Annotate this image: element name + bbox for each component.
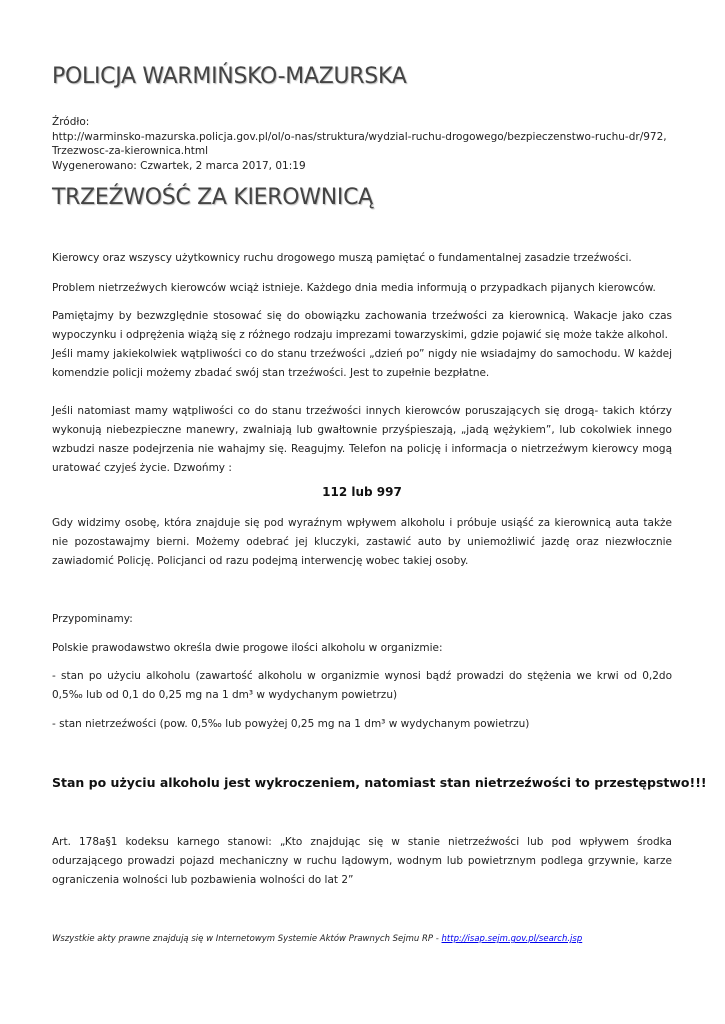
highlight-statement: Stan po użyciu alkoholu jest wykroczeniem, natomiast stan nietrzeźwości to przestępstwo!!! xyxy=(52,775,707,790)
footer-note-text: Wszystkie akty prawne znajdują się w Internetowym Systemie Aktów Prawnych Sejmu RP - xyxy=(52,934,442,944)
paragraph-5: Jeśli natomiast mamy wątpliwości co do stanu trzeźwości innych kierowców poruszających się drogą- takich którzy wykonują niebezpieczne manewry, zwalniają lub gwałtownie przyśpieszają, „jadą wężykiem”, lub cokolwiek innego wzbudzi nasze podejrzenia nie wahajmy się. Reagujmy. Telefon na policję i informacja o nietrzeźwym kierowcy mogą uratować czyjeś życie. Dzwońmy : xyxy=(52,405,672,474)
paragraph-reminder: Przypominamy: xyxy=(52,613,133,625)
footer-note xyxy=(52,934,672,944)
paragraph-4: Jeśli mamy jakiekolwiek wątpliwości co do stanu trzeźwości „dzień po” nigdy nie wsiadajmy do samochodu. W każdej komendzie policji możemy zbadać swój stan trzeźwości. Jest to zupełnie bezpłatne. xyxy=(52,348,672,379)
emergency-phone-numbers: 112 lub 997 xyxy=(322,485,402,499)
paragraph-8: Polskie prawodawstwo określa dwie progowe ilości alkoholu w organizmie: xyxy=(52,642,443,654)
source-label: Źródło: xyxy=(52,116,90,128)
paragraph-1: Kierowcy oraz wszyscy użytkownicy ruchu drogowego muszą pamiętać o fundamentalnej zasadzie trzeźwości. xyxy=(52,252,632,264)
paragraph-2: Problem nietrzeźwych kierowców wciąż istnieje. Każdego dnia media informują o przypadkach pijanych kierowców. xyxy=(52,282,656,294)
article-title: TRZEŹWOŚĆ ZA KIEROWNICĄ xyxy=(52,185,373,210)
paragraph-9: - stan po użyciu alkoholu (zawartość alkoholu w organizmie wynosi bądź prowadzi do stężenia we krwi od 0,2do 0,5‰ lub od 0,1 do 0,25 mg na 1 dm³ w wydychanym powietrzu) xyxy=(52,670,672,701)
paragraph-10: - stan nietrzeźwości (pow. 0,5‰ lub powyżej 0,25 mg na 1 dm³ w wydychanym powietrzu) xyxy=(52,718,530,730)
isap-link[interactable]: http://isap.sejm.gov.pl/search.jsp xyxy=(441,934,583,944)
document-meta xyxy=(52,115,672,173)
site-title: POLICJA WARMIŃSKO-MAZURSKA xyxy=(52,64,407,89)
paragraph-6: Gdy widzimy osobę, która znajduje się pod wyraźnym wpływem alkoholu i próbuje usiąść za kierownicą auta także nie pozostawajmy bierni. Możemy odebrać jej kluczyki, zastawić auto by uniemożliwić jazdę oraz niezwłocznie zawiadomić Policję. Policjanci od razu podejmą interwencję wobec takiej osoby. xyxy=(52,517,672,567)
paragraph-law-quote: Art. 178a§1 kodeksu karnego stanowi: „Kto znajdując się w stanie nietrzeźwości lub pod wpływem środka odurzającego prowadzi pojazd mechaniczny w ruchu lądowym, wodnym lub powietrznym podlega grzywnie, karze ograniczenia wolności lub pozbawienia wolności do lat 2” xyxy=(52,836,672,886)
source-url: http://warminsko-mazurska.policja.gov.pl/ol/o-nas/struktura/wydzial-ruchu-drogowego/bezpieczenstwo-ruchu-dr/972,Trzezwosc-za-kierownica.html xyxy=(52,130,667,157)
generated-date: Wygenerowano: Czwartek, 2 marca 2017, 01:19 xyxy=(52,159,306,172)
paragraph-3: Pamiętajmy by bezwzględnie stosować się do obowiązku zachowania trzeźwości za kierownicą. Wakacje jako czas wypoczynku i odprężenia wiążą się z różnego rodzaju imprezami towarzyskimi, gdzie pojawić się może także alkohol. xyxy=(52,310,672,341)
